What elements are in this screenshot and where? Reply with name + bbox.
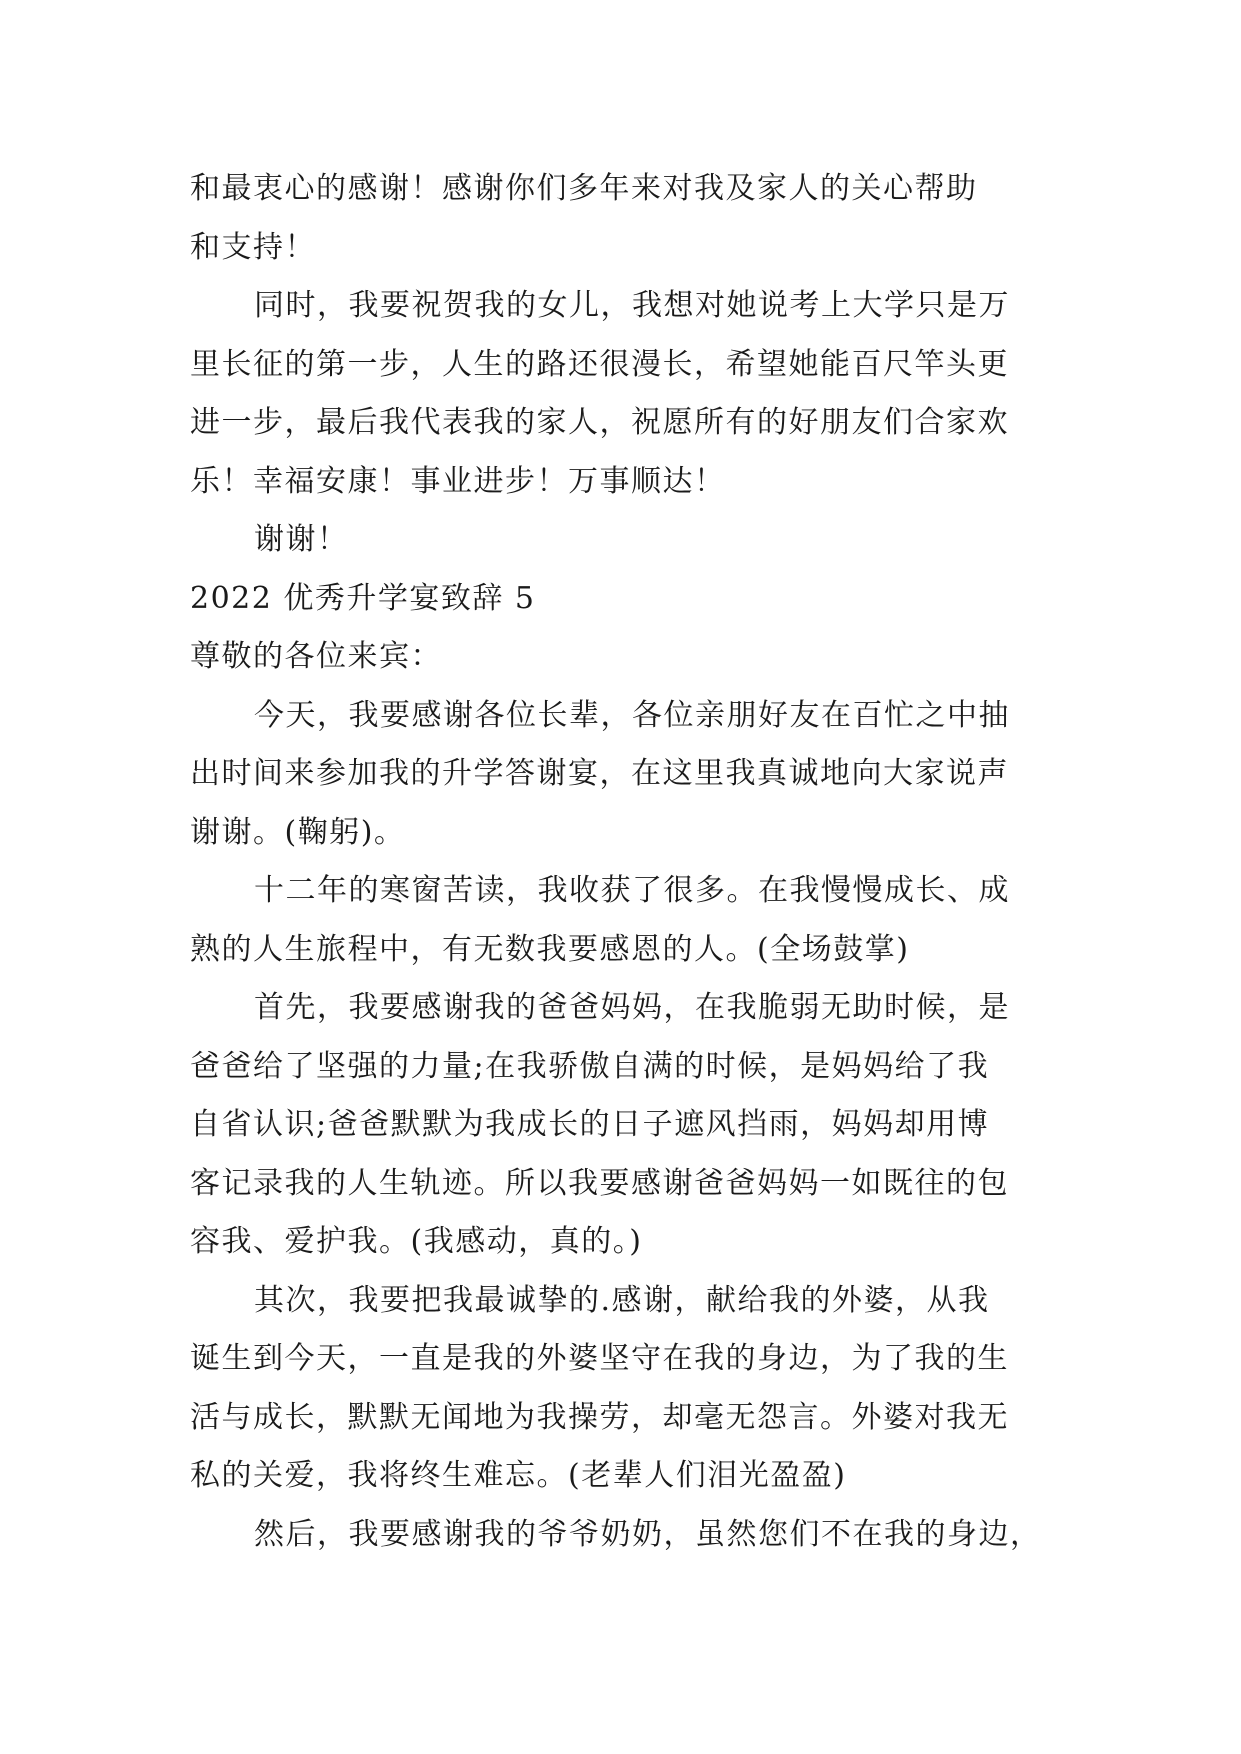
text-line: 进一步，最后我代表我的家人，祝愿所有的好朋友们合家欢 [190, 405, 1009, 440]
paragraph-start-line: 首先，我要感谢我的爸爸妈妈，在我脆弱无助时候，是 [254, 990, 1010, 1025]
text-line: 爸爸给了坚强的力量;在我骄傲自满的时候，是妈妈给了我 [190, 1048, 990, 1084]
text-line: 出时间来参加我的升学答谢宴，在这里我真诚地向大家说声 [190, 756, 1009, 791]
text-line: 和最衷心的感谢！感谢你们多年来对我及家人的关心帮助 [190, 171, 978, 206]
document-body [190, 160, 1052, 1564]
text-line: 自省认识;爸爸默默为我成长的日子遮风挡雨，妈妈却用博 [190, 1107, 990, 1142]
text-line: 容我、爱护我。(我感动，真的。) [190, 1224, 643, 1259]
paragraph-start-line: 同时，我要祝贺我的女儿，我想对她说考上大学只是万 [254, 288, 1010, 323]
section-heading: 2022 优秀升学宴致辞 5 [190, 580, 536, 616]
text-line: 乐！幸福安康！事业进步！万事顺达！ [190, 463, 726, 499]
paragraph-start-line: 今天，我要感谢各位长辈，各位亲朋好友在百忙之中抽 [254, 697, 1010, 733]
paragraph-start-line: 其次，我要把我最诚挚的.感谢，献给我的外婆，从我 [254, 1282, 990, 1318]
text-line: 和支持！ [190, 229, 316, 265]
salutation-line: 尊敬的各位来宾： [190, 639, 442, 674]
text-line: 私的关爱，我将终生难忘。(老辈人们泪光盈盈) [190, 1458, 847, 1493]
text-line: 里长征的第一步，人生的路还很漫长，希望她能百尺竿头更 [190, 346, 1009, 382]
text-line: 熟的人生旅程中，有无数我要感恩的人。(全场鼓掌) [190, 931, 910, 967]
text-line: 诞生到今天，一直是我的外婆坚守在我的身边，为了我的生 [190, 1341, 1009, 1376]
paragraph-start-line: 然后，我要感谢我的爷爷奶奶，虽然您们不在我的身边， [254, 1516, 1042, 1552]
paragraph-start-line: 谢谢！ [254, 522, 349, 557]
text-line: 谢谢。(鞠躬)。 [190, 814, 406, 850]
paragraph-start-line: 十二年的寒窗苦读，我收获了很多。在我慢慢成长、成 [254, 873, 1010, 908]
text-line: 客记录我的人生轨迹。所以我要感谢爸爸妈妈一如既往的包 [190, 1165, 1009, 1201]
text-line: 活与成长，默默无闻地为我操劳，却毫无怨言。外婆对我无 [190, 1399, 1009, 1435]
